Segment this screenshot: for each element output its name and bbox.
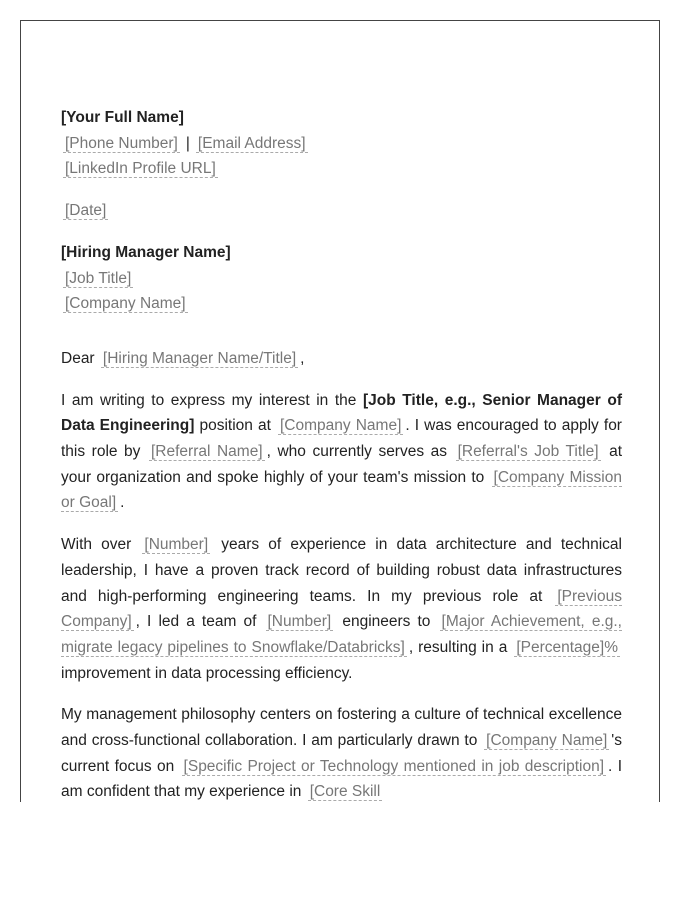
salutation-greeting: Dear	[61, 349, 95, 367]
para2-text-2: years of experience in data architecture and technical leadership, I have a proven track record of building robust data infrastructures and high-performing engineering teams. In my previous role at	[61, 536, 622, 605]
para1-text-6: .	[120, 494, 125, 512]
para1-text-4: , who currently serves as	[266, 443, 454, 461]
salutation-punct: ,	[300, 349, 305, 367]
project-placeholder[interactable]: [Specific Project or Technology mentioned in job description]	[183, 757, 605, 775]
sender-name: [Your Full Name]	[61, 109, 184, 126]
para1-text-3: . I was encouraged to apply for this role by	[61, 417, 622, 461]
phone-placeholder[interactable]: [Phone Number]	[65, 134, 178, 152]
para3-text-1: My management philosophy centers on fostering a culture of technical excellence and cross-functional collaboration. I am particularly drawn to	[61, 706, 622, 750]
linkedin-line	[61, 156, 622, 182]
salutation-name-placeholder[interactable]: [Hiring Manager Name/Title]	[102, 349, 297, 367]
referral-name-placeholder[interactable]: [Referral Name]	[150, 443, 263, 461]
document-page	[20, 20, 660, 802]
para2-text-3: , I led a team of	[135, 613, 264, 631]
para2-text-1: With over	[61, 536, 141, 554]
recipient-company-line	[61, 291, 622, 317]
company-placeholder[interactable]: [Company Name]	[280, 417, 402, 435]
percentage-placeholder[interactable]: [Percentage]%	[516, 638, 618, 656]
para2-text-4: engineers to	[335, 613, 438, 631]
para1-text-5: at your organization and spoke highly of your team's mission to	[61, 443, 623, 486]
para3-text-3: . I am confident that my experience in	[61, 757, 622, 801]
email-placeholder[interactable]: [Email Address]	[197, 134, 306, 152]
salutation	[61, 346, 622, 372]
date-placeholder[interactable]: [Date]	[65, 202, 107, 220]
paragraph-experience	[61, 532, 622, 686]
para1-text-2: position at	[194, 417, 276, 435]
company-placeholder-2[interactable]: [Company Name]	[486, 732, 608, 750]
contact-separator: |	[185, 134, 190, 152]
para1-text-1: I am writing to express my interest in the	[61, 391, 363, 409]
referral-title-placeholder[interactable]: [Referral's Job Title]	[457, 443, 599, 461]
para2-text-6: improvement in data processing efficiency.	[61, 664, 353, 682]
para3-text-2: 's current focus on	[61, 732, 622, 775]
core-skill-placeholder[interactable]: [Core Skill	[309, 783, 381, 801]
paragraph-intro	[61, 388, 622, 517]
years-placeholder[interactable]: [Number]	[144, 536, 209, 554]
para2-text-5: , resulting in a	[408, 638, 513, 656]
linkedin-placeholder[interactable]: [LinkedIn Profile URL]	[65, 160, 216, 178]
mission-placeholder[interactable]: [Company Mission or Goal]	[61, 468, 622, 512]
recipient-title-line	[61, 266, 622, 292]
achievement-placeholder[interactable]: [Major Achievement, e.g., migrate legacy pipelines to Snowflake/Databricks]	[61, 613, 622, 656]
date-line	[61, 198, 622, 224]
recipient-company-placeholder[interactable]: [Company Name]	[65, 295, 186, 313]
recipient-name: [Hiring Manager Name]	[61, 243, 231, 261]
job-title-emphasis: [Job Title, e.g., Senior Manager of Data Engineering]	[61, 391, 622, 435]
team-size-placeholder[interactable]: [Number]	[267, 613, 332, 631]
previous-company-placeholder[interactable]: [Previous Company]	[61, 587, 622, 631]
paragraph-philosophy	[61, 702, 622, 802]
recipient-title-placeholder[interactable]: [Job Title]	[65, 269, 132, 287]
cover-letter-body	[61, 105, 622, 802]
contact-line	[61, 131, 622, 157]
